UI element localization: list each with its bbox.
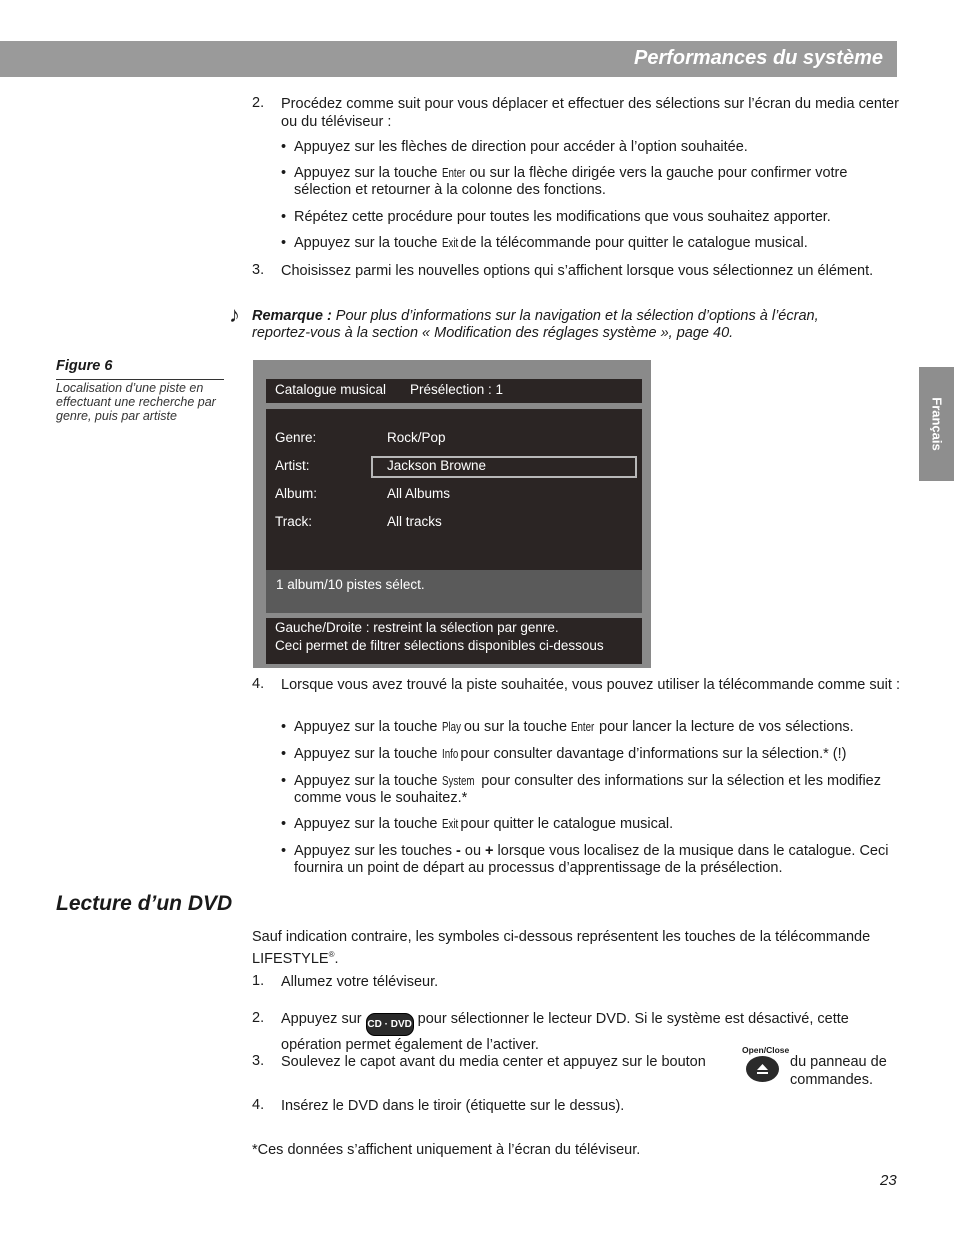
step-text: Choisissez parmi les nouvelles options qui s’affichent lorsque vous sélectionnez un élément. (281, 263, 874, 279)
bullet-text: Appuyez sur la touche Play ou sur la touche Enter pour lancer la lecture de vos sélections. (294, 719, 854, 735)
screen-status (266, 570, 642, 613)
bullet: • (281, 843, 287, 859)
figure-caption: Localisation d’une piste en effectuant une recherche par genre, puis par artiste (56, 381, 216, 423)
bullet: • (281, 235, 287, 251)
cd-dvd-button: CD · DVD (366, 1013, 414, 1036)
section-title: Lecture d’un DVD (56, 892, 233, 915)
figure-rule (56, 379, 224, 380)
menu-label: Genre: (275, 430, 317, 445)
menu-value[interactable]: All Albums (387, 486, 451, 501)
step-number: 2. (252, 95, 265, 111)
step-text: Lorsque vous avez trouvé la piste souhaitée, vous pouvez utiliser la télécommande comme suit : (281, 677, 900, 693)
bullet: • (281, 746, 287, 762)
help-line: Gauche/Droite : restreint la sélection par genre. (275, 620, 559, 635)
bullet-text: Appuyez sur les flèches de direction pour accéder à l’option souhaitée. (294, 139, 748, 155)
enter-key-label: Enter (571, 720, 595, 734)
bullet: • (281, 719, 287, 735)
bullet: • (281, 165, 287, 181)
bullet-text: Répétez cette procédure pour toutes les modifications que vous souhaitez apporter. (294, 209, 831, 225)
step-text: Insérez le DVD dans le tiroir (étiquette sur le dessus). (281, 1098, 625, 1114)
intro-text: Sauf indication contraire, les symboles ci-dessous représentent les touches de la télécommande LIFESTYLE®. (252, 929, 871, 967)
plus-key-label: + (485, 843, 494, 859)
language-tab-label: Français (929, 397, 944, 451)
eject-icon (746, 1056, 779, 1082)
screen-menu (266, 409, 642, 570)
figure-title: Figure 6 (56, 358, 113, 374)
footnote: *Ces données s’affichent uniquement à l’écran du téléviseur. (252, 1142, 641, 1158)
step-text: Soulevez le capot avant du media center et appuyez sur le bouton (281, 1054, 706, 1070)
help-line: Ceci permet de filtrer sélections disponibles ci-dessous (275, 638, 604, 653)
step-number: 3. (252, 262, 265, 278)
screen-help (266, 618, 642, 664)
bullet: • (281, 816, 287, 832)
screen-preset: Présélection : 1 (410, 382, 504, 397)
bullet-text: Appuyez sur la touche Exit de la télécommande pour quitter le catalogue musical. (294, 235, 808, 251)
menu-label: Album: (275, 486, 318, 501)
step-number: 3. (252, 1053, 265, 1069)
minus-key-label: - (456, 843, 461, 859)
page-title: Performances du système (633, 47, 883, 69)
bullet: • (281, 139, 287, 155)
menu-value[interactable]: Rock/Pop (387, 430, 446, 445)
music-note-icon: ♪ (229, 302, 240, 327)
step-text-tail: du panneau de commandes. (790, 1054, 887, 1088)
open-close-label: Open/Close (742, 1045, 790, 1055)
page-number: 23 (880, 1172, 897, 1189)
bullet-text: Appuyez sur la touche Enter ou sur la flèche dirigée vers la gauche pour confirmer votre sélection et retourner à la colonne des fonctions. (294, 165, 848, 198)
open-close-button (742, 1045, 790, 1085)
bullet: • (281, 209, 287, 225)
language-tab (919, 367, 954, 481)
status-text: 1 album/10 pistes sélect. (276, 577, 425, 592)
step-number: 4. (252, 676, 265, 692)
screen-title: Catalogue musical (275, 382, 387, 397)
selection-highlight (371, 456, 637, 478)
exit-key-label: Exit (441, 236, 458, 250)
screen-header (266, 379, 642, 403)
step-number: 1. (252, 973, 265, 989)
exit-key-label: Exit (441, 817, 458, 831)
step-text: Appuyez sur CD · DVD pour sélectionner le lecteur DVD. Si le système est désactivé, cette opération permet également de l’activer. (281, 1011, 849, 1053)
menu-label: Track: (275, 514, 312, 529)
bullet: • (281, 773, 287, 789)
info-key-label: Info (441, 747, 458, 761)
step-number: 4. (252, 1097, 265, 1113)
note-label: Remarque : (252, 308, 332, 324)
bullet-text: Appuyez sur la touche Info pour consulter davantage d’informations sur la sélection.* (!) (294, 746, 847, 762)
note-text: Remarque : Pour plus d’informations sur la navigation et la sélection d’options à l’écran, reportez-vous à la section « Modification des réglages système », page 40. (252, 308, 819, 341)
step-text: Procédez comme suit pour vous déplacer et effectuer des sélections sur l’écran du media center ou du téléviseur : (281, 96, 899, 130)
system-key-label: System (441, 774, 475, 788)
bullet-text: Appuyez sur la touche Exit pour quitter le catalogue musical. (294, 816, 674, 832)
enter-key-label: Enter (441, 166, 465, 180)
step-number: 2. (252, 1010, 265, 1026)
step-text: Allumez votre téléviseur. (281, 974, 439, 990)
menu-value[interactable]: All tracks (387, 514, 442, 529)
bullet-text: Appuyez sur les touches - ou + lorsque vous localisez de la musique dans le catalogue. Ceci fournira un point de départ au processus d’apprentissage de la présélection. (294, 843, 889, 876)
header-bar (0, 41, 897, 77)
play-key-label: Play (441, 720, 461, 734)
menu-label: Artist: (275, 458, 310, 473)
menu-value-selected[interactable]: Jackson Browne (387, 458, 487, 473)
bullet-text: Appuyez sur la touche System pour consulter des informations sur la sélection et les modifiez comme vous le souhaitez.* (294, 773, 881, 806)
